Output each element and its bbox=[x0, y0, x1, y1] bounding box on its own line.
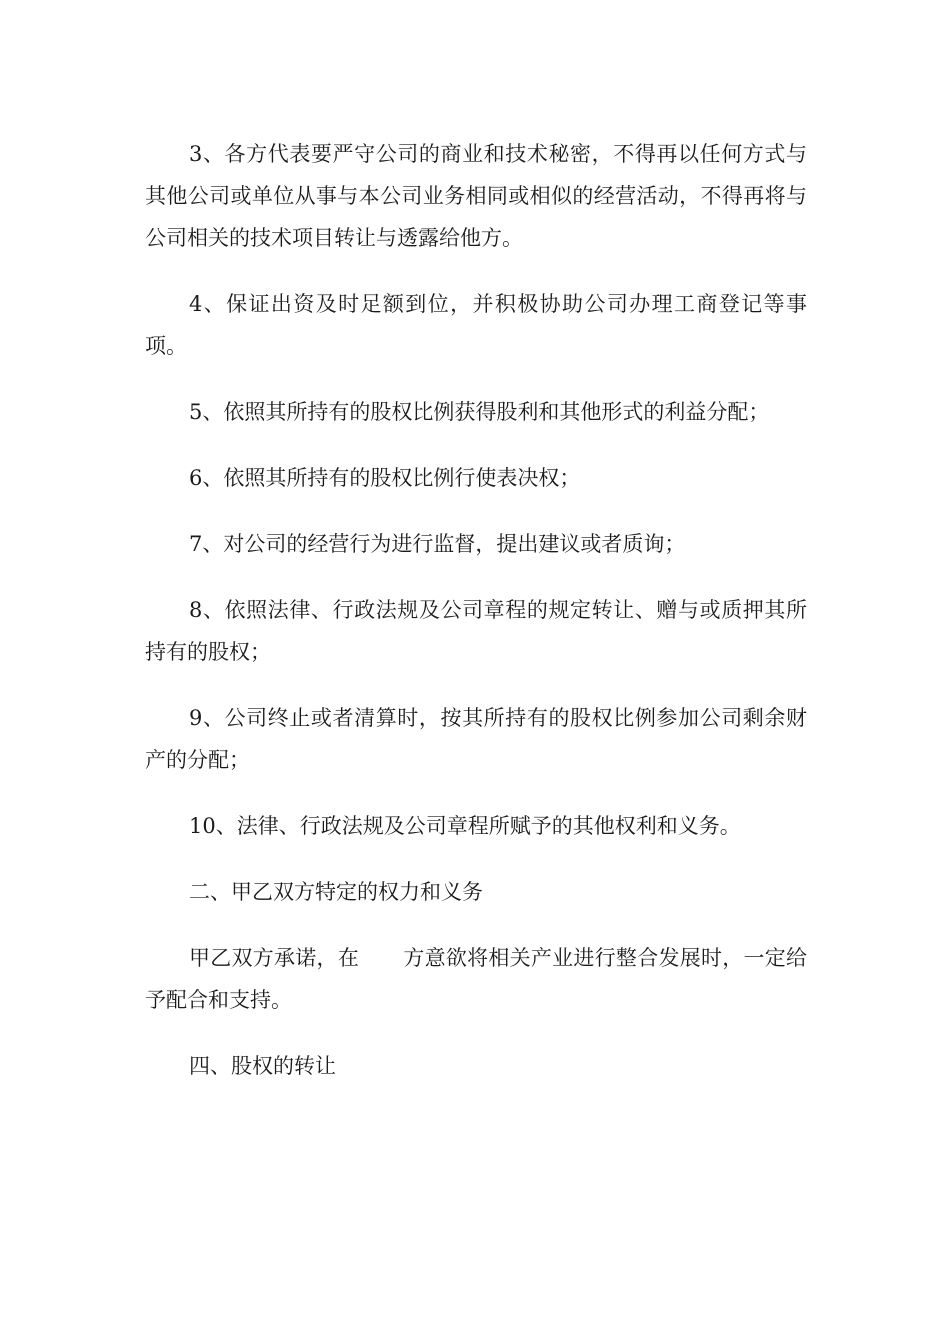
commitment-paragraph bbox=[145, 937, 807, 1021]
document-body bbox=[145, 133, 807, 1087]
clause-7: 7、对公司的经营行为进行监督，提出建议或者质询； bbox=[189, 532, 686, 556]
section-heading-rights: 二、甲乙双方特定的权力和义务 bbox=[189, 880, 483, 904]
clause-9: 9、公司终止或者清算时，按其所持有的股权比例参加公司剩余财产的分配； bbox=[145, 706, 807, 772]
commitment-text-before: 甲乙双方承诺，在 bbox=[189, 946, 360, 970]
clause-10: 10、法律、行政法规及公司章程所赋予的其他权利和义务。 bbox=[189, 814, 741, 838]
commitment-text-after: 方意欲将相关产业进行整合发展时，一定给予配合和支持。 bbox=[145, 946, 808, 1012]
clause-3: 3、各方代表要严守公司的商业和技术秘密，不得再以任何方式与其他公司或单位从事与本公司业务相同或相似的经营活动，不得再将与公司相关的技术项目转让与透露给他方。 bbox=[145, 142, 807, 250]
clause-8: 8、依照法律、行政法规及公司章程的规定转让、赠与或质押其所持有的股权； bbox=[145, 598, 807, 664]
clause-6: 6、依照其所持有的股权比例行使表决权； bbox=[189, 466, 581, 490]
clause-5: 5、依照其所持有的股权比例获得股利和其他形式的利益分配； bbox=[189, 400, 770, 424]
section-heading-transfer: 四、股权的转让 bbox=[189, 1054, 336, 1078]
clause-4: 4、保证出资及时足额到位，并积极协助公司办理工商登记等事项。 bbox=[145, 292, 807, 358]
